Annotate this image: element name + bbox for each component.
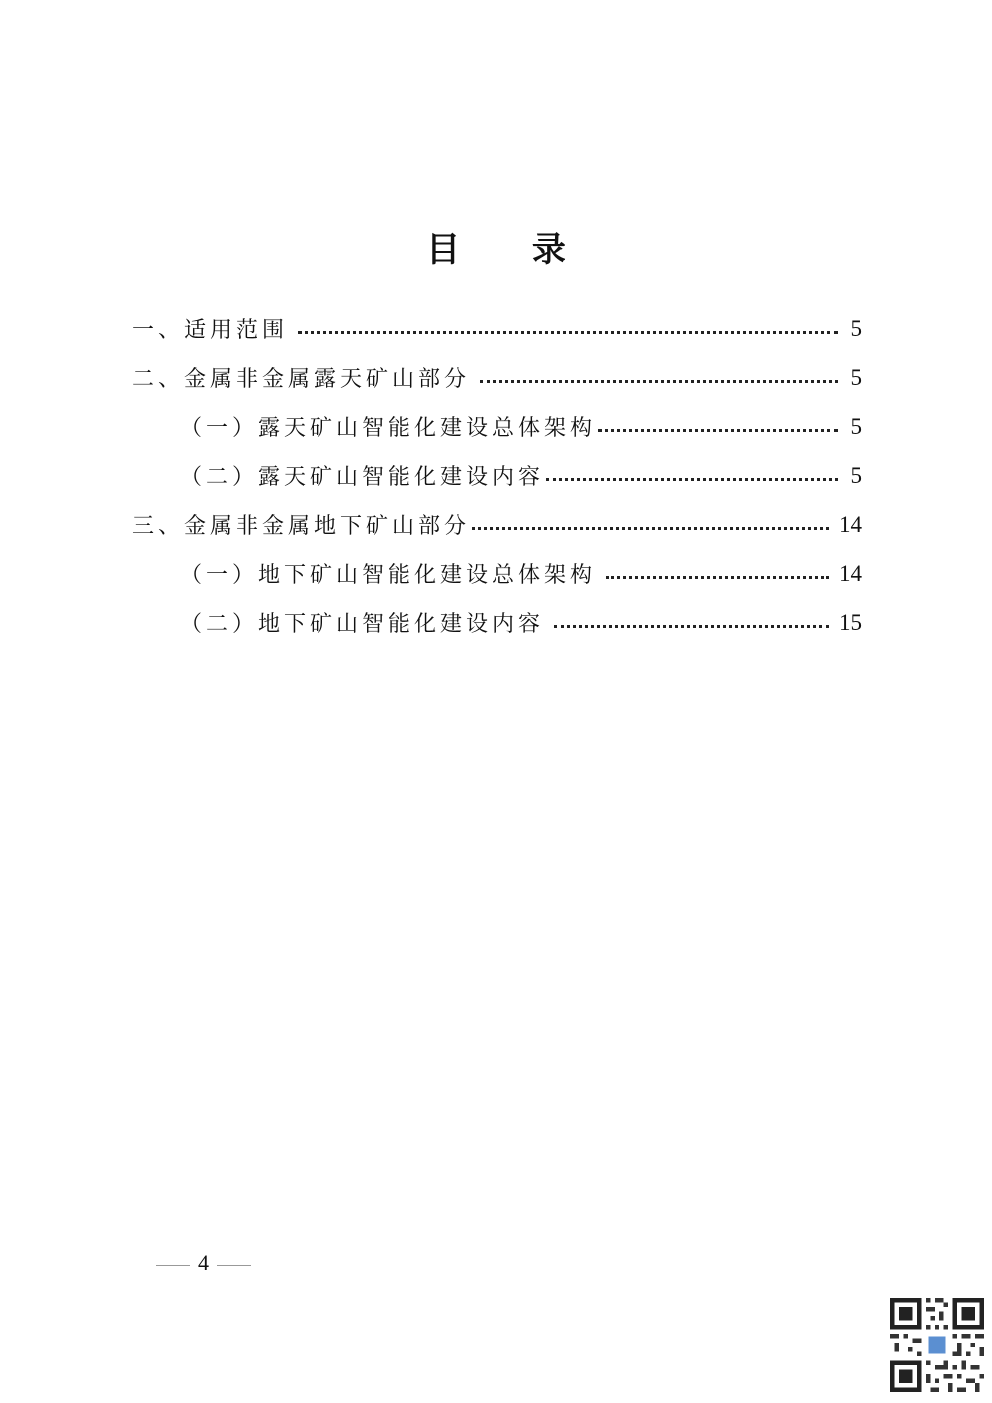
qr-code-icon <box>890 1298 984 1392</box>
toc-entry[interactable] <box>132 353 862 402</box>
toc-dot-leader <box>546 478 838 481</box>
toc-entry-label: 三、金属非金属地下矿山部分 <box>132 514 471 539</box>
toc-entry-label: （一）露天矿山智能化建设总体架构 <box>180 416 597 441</box>
toc-entry-page: 14 <box>839 560 862 586</box>
toc-entry[interactable] <box>132 598 862 647</box>
footer-dash-right <box>217 1265 251 1266</box>
toc-title: 目 录 <box>426 230 596 270</box>
toc-entry-label: （一）地下矿山智能化建设总体架构 <box>180 563 597 588</box>
toc-entry-label: 一、适用范围 <box>132 318 289 343</box>
toc-entry-page: 5 <box>850 315 862 341</box>
toc-dot-leader <box>472 527 829 530</box>
table-of-contents <box>132 304 862 647</box>
toc-entry[interactable] <box>132 549 862 598</box>
footer-dash-left <box>156 1265 190 1266</box>
toc-entry[interactable] <box>132 451 862 500</box>
toc-entry-page: 5 <box>850 364 862 390</box>
toc-entry-page: 5 <box>850 413 862 439</box>
toc-dot-leader <box>554 625 829 628</box>
toc-entry-page: 14 <box>839 511 862 537</box>
toc-dot-leader <box>298 331 838 334</box>
toc-entry-page: 5 <box>850 462 862 488</box>
toc-entry[interactable] <box>132 402 862 451</box>
toc-dot-leader <box>606 576 829 579</box>
page-number: 4 <box>198 1250 209 1275</box>
toc-entry-label: （二）地下矿山智能化建设内容 <box>180 612 545 637</box>
page-footer <box>148 1250 259 1276</box>
toc-entry[interactable] <box>132 304 862 353</box>
toc-entry-label: （二）露天矿山智能化建设内容 <box>180 465 545 490</box>
toc-entry-label: 二、金属非金属露天矿山部分 <box>132 367 471 392</box>
toc-dot-leader <box>480 380 838 383</box>
toc-entry-page: 15 <box>839 609 862 635</box>
toc-dot-leader <box>598 429 838 432</box>
toc-entry[interactable] <box>132 500 862 549</box>
